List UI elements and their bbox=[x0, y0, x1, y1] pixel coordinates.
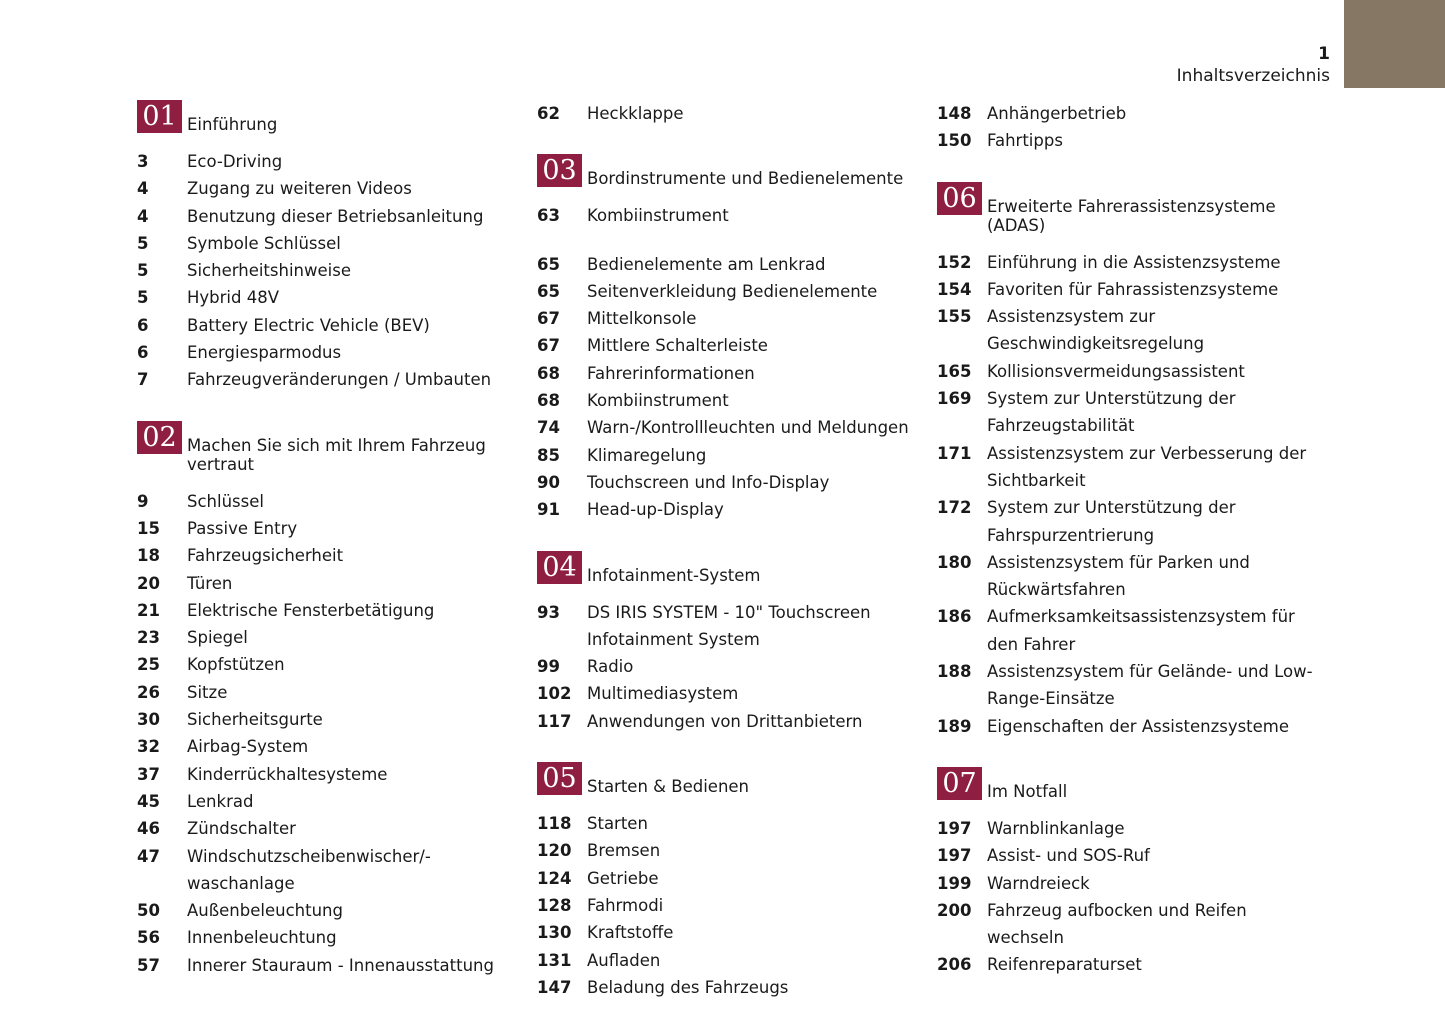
toc-text: Kombiinstrument bbox=[587, 391, 729, 411]
toc-entry[interactable] bbox=[537, 202, 917, 229]
toc-text: Favoriten für Fahrassistenzsysteme bbox=[987, 279, 1279, 299]
toc-column-3 bbox=[937, 100, 1317, 979]
toc-page: 189 bbox=[937, 716, 972, 736]
toc-text: Sicherheitshinweise bbox=[187, 261, 351, 281]
toc-entry[interactable] bbox=[137, 624, 517, 651]
toc-text: DS IRIS SYSTEM - 10" Touchscreen Infotainment System bbox=[587, 602, 871, 649]
toc-entry[interactable] bbox=[537, 305, 917, 332]
toc-text: Assist- und SOS-Ruf bbox=[987, 846, 1150, 866]
section-title[interactable]: Erweiterte Fahrerassistenzsysteme (ADAS) bbox=[987, 196, 1276, 235]
toc-entry[interactable] bbox=[537, 837, 917, 864]
toc-page: 25 bbox=[137, 655, 160, 675]
toc-entry[interactable] bbox=[137, 706, 517, 733]
toc-page: 206 bbox=[937, 955, 972, 975]
section-title[interactable]: Machen Sie sich mit Ihrem Fahrzeug vertraut bbox=[187, 435, 486, 474]
toc-text: Mittlere Schalterleiste bbox=[587, 336, 768, 356]
toc-entry[interactable] bbox=[137, 488, 517, 515]
toc-page: 21 bbox=[137, 600, 160, 620]
toc-entry[interactable] bbox=[137, 515, 517, 542]
section-header bbox=[537, 154, 917, 202]
section-header bbox=[937, 767, 1317, 815]
toc-page: 23 bbox=[137, 628, 160, 648]
toc-text: System zur Unterstützung der Fahrzeugstabilität bbox=[987, 389, 1236, 436]
toc-text: Sitze bbox=[187, 682, 228, 702]
toc-entry[interactable] bbox=[137, 679, 517, 706]
toc-text: Zündschalter bbox=[187, 819, 296, 839]
toc-page: 91 bbox=[537, 500, 560, 520]
toc-entry[interactable] bbox=[537, 947, 917, 974]
section-number-badge: 02 bbox=[137, 421, 182, 454]
toc-text: Anhängerbetrieb bbox=[987, 104, 1127, 123]
toc-text: Airbag-System bbox=[187, 737, 309, 757]
toc-page: 74 bbox=[537, 418, 560, 438]
toc-entry[interactable] bbox=[137, 761, 517, 788]
section-title[interactable]: Bordinstrumente und Bedienelemente bbox=[587, 169, 904, 189]
section-number-badge: 07 bbox=[937, 767, 982, 800]
toc-text: Fahrzeugveränderungen / Umbauten bbox=[187, 370, 492, 390]
toc-page: 150 bbox=[937, 131, 972, 151]
section-gap bbox=[537, 524, 917, 551]
toc-text: Reifenreparaturset bbox=[987, 955, 1142, 975]
toc-page: 85 bbox=[537, 445, 560, 465]
section-number-badge: 03 bbox=[537, 154, 582, 187]
toc-text: Hybrid 48V bbox=[187, 288, 280, 308]
toc-text: Aufmerksamkeitsassistenzsystem für den Fahrer bbox=[987, 607, 1295, 654]
toc-text: Head-up-Display bbox=[587, 500, 724, 520]
toc-text: Klimaregelung bbox=[587, 445, 707, 465]
toc-entry[interactable] bbox=[137, 542, 517, 569]
toc-text: Symbole Schlüssel bbox=[187, 233, 341, 253]
toc-text: Fahrerinformationen bbox=[587, 363, 755, 383]
toc-text: Windschutzscheibenwischer/-waschanlage bbox=[187, 846, 431, 893]
toc-page: 46 bbox=[137, 819, 160, 839]
toc-text: System zur Unterstützung der Fahrspurzentrierung bbox=[987, 498, 1236, 545]
toc-page: 20 bbox=[137, 573, 160, 593]
toc-entry[interactable] bbox=[137, 257, 517, 284]
toc-page: 5 bbox=[137, 233, 149, 253]
toc-entry[interactable] bbox=[137, 570, 517, 597]
toc-page: 188 bbox=[937, 662, 972, 682]
toc-entry[interactable] bbox=[537, 810, 917, 837]
section-number-badge: 01 bbox=[137, 100, 182, 133]
toc-section-01 bbox=[137, 100, 517, 394]
toc-entry[interactable] bbox=[537, 653, 917, 680]
toc-page: 180 bbox=[937, 552, 972, 572]
toc-text: Radio bbox=[587, 657, 634, 677]
toc-page: 120 bbox=[537, 841, 572, 861]
toc-text: Eigenschaften der Assistenzsysteme bbox=[987, 716, 1290, 736]
toc-entry[interactable] bbox=[937, 815, 1317, 842]
section-gap bbox=[937, 740, 1317, 767]
toc-entry[interactable] bbox=[937, 658, 1317, 713]
toc-entry[interactable] bbox=[537, 599, 917, 654]
toc-text: Fahrtipps bbox=[987, 131, 1063, 151]
toc-entry[interactable] bbox=[537, 496, 917, 523]
toc-page: 4 bbox=[137, 179, 149, 199]
toc-page: 63 bbox=[537, 206, 560, 226]
toc-page: 197 bbox=[937, 818, 972, 838]
toc-entry[interactable] bbox=[937, 303, 1317, 358]
toc-text: Außenbeleuchtung bbox=[187, 901, 343, 921]
toc-entry[interactable] bbox=[537, 251, 917, 278]
page-title: Inhaltsverzeichnis bbox=[1176, 66, 1330, 86]
toc-entry[interactable] bbox=[937, 549, 1317, 604]
toc-page: 5 bbox=[137, 261, 149, 281]
toc-section-02 bbox=[137, 421, 517, 979]
toc-text: Starten bbox=[587, 814, 648, 834]
toc-text: Spiegel bbox=[187, 628, 248, 648]
toc-section-03 bbox=[537, 154, 917, 523]
section-gap bbox=[937, 155, 1317, 182]
toc-entry[interactable] bbox=[537, 865, 917, 892]
toc-text: Türen bbox=[187, 573, 233, 593]
toc-text: Kopfstützen bbox=[187, 655, 285, 675]
toc-text: Aufladen bbox=[587, 950, 661, 970]
toc-entry[interactable] bbox=[137, 952, 517, 979]
toc-page: 26 bbox=[137, 682, 160, 702]
toc-page: 50 bbox=[137, 901, 160, 921]
toc-section-05-continued bbox=[937, 100, 1317, 155]
toc-page: 18 bbox=[137, 546, 160, 566]
toc-text: Benutzung dieser Betriebsanleitung bbox=[187, 206, 484, 226]
toc-page: 165 bbox=[937, 361, 972, 381]
toc-page: 197 bbox=[937, 846, 972, 866]
section-number-badge: 04 bbox=[537, 551, 582, 584]
toc-text: Eco-Driving bbox=[187, 152, 283, 171]
section-gap bbox=[537, 735, 917, 762]
toc-entry[interactable] bbox=[937, 358, 1317, 385]
toc-page: 5 bbox=[137, 288, 149, 308]
toc-text: Kraftstoffe bbox=[587, 923, 674, 943]
toc-text: Anwendungen von Drittanbietern bbox=[587, 711, 863, 731]
toc-page: 4 bbox=[137, 206, 149, 226]
section-title[interactable]: Starten & Bedienen bbox=[587, 777, 750, 797]
toc-entry[interactable] bbox=[937, 276, 1317, 303]
toc-entry[interactable] bbox=[137, 366, 517, 393]
toc-page: 6 bbox=[137, 315, 149, 335]
toc-entry[interactable] bbox=[537, 469, 917, 496]
toc-text: Fahrmodi bbox=[587, 895, 664, 915]
toc-text: Assistenzsystem zur Geschwindigkeitsregelung bbox=[987, 307, 1205, 354]
toc-entry[interactable] bbox=[537, 387, 917, 414]
section-header bbox=[537, 762, 917, 810]
toc-entry[interactable] bbox=[137, 651, 517, 678]
toc-page: 57 bbox=[137, 955, 160, 975]
toc-page: 9 bbox=[137, 491, 149, 511]
toc-page: 7 bbox=[137, 370, 149, 390]
toc-text: Lenkrad bbox=[187, 791, 254, 811]
toc-page: 199 bbox=[937, 873, 972, 893]
toc-text: Kombiinstrument bbox=[587, 206, 729, 226]
section-header bbox=[537, 551, 917, 599]
toc-text: Fahrzeug aufbocken und Reifen wechseln bbox=[987, 900, 1247, 948]
toc-entry[interactable] bbox=[937, 870, 1317, 897]
toc-page: 131 bbox=[537, 950, 572, 970]
toc-text: Assistenzsystem für Gelände- und Low-Range-Einsätze bbox=[987, 662, 1313, 709]
toc-page: 93 bbox=[537, 602, 560, 622]
toc-entry[interactable] bbox=[137, 733, 517, 760]
toc-page: 172 bbox=[937, 498, 972, 518]
toc-entry[interactable] bbox=[137, 815, 517, 842]
toc-page: 3 bbox=[137, 152, 149, 171]
toc-entry[interactable] bbox=[537, 442, 917, 469]
toc-page: 47 bbox=[137, 846, 160, 866]
toc-entry[interactable] bbox=[137, 230, 517, 257]
toc-text: Multimediasystem bbox=[587, 684, 739, 704]
section-gap bbox=[537, 127, 917, 154]
toc-page: 67 bbox=[537, 309, 560, 329]
toc-entry[interactable] bbox=[537, 708, 917, 735]
toc-section-05 bbox=[537, 762, 917, 1001]
toc-text: Innerer Stauraum - Innenausstattung bbox=[187, 955, 494, 975]
toc-column-2 bbox=[537, 100, 917, 1001]
toc-entry[interactable] bbox=[937, 713, 1317, 740]
toc-page: 124 bbox=[537, 868, 572, 888]
toc-text: Energiesparmodus bbox=[187, 343, 342, 363]
toc-entry[interactable] bbox=[537, 100, 917, 127]
section-number-badge: 05 bbox=[537, 762, 582, 795]
toc-page: 65 bbox=[537, 281, 560, 301]
toc-entry[interactable] bbox=[137, 312, 517, 339]
toc-entry[interactable] bbox=[537, 974, 917, 1001]
toc-page: 171 bbox=[937, 443, 972, 463]
toc-page: 68 bbox=[537, 391, 560, 411]
toc-page: 6 bbox=[137, 343, 149, 363]
section-header bbox=[137, 421, 517, 488]
toc-section-02-continued bbox=[537, 100, 917, 127]
toc-text: Seitenverkleidung Bedienelemente bbox=[587, 281, 878, 301]
toc-page: 200 bbox=[937, 900, 972, 920]
toc-text: Bremsen bbox=[587, 841, 661, 861]
toc-text: Zugang zu weiteren Videos bbox=[187, 179, 412, 199]
toc-entry[interactable] bbox=[137, 148, 517, 175]
toc-entry[interactable] bbox=[137, 597, 517, 624]
toc-entry[interactable] bbox=[937, 385, 1317, 440]
toc-text: Bedienelemente am Lenkrad bbox=[587, 254, 826, 274]
toc-text: Battery Electric Vehicle (BEV) bbox=[187, 315, 430, 335]
toc-entry[interactable] bbox=[937, 603, 1317, 658]
section-header bbox=[137, 100, 517, 148]
toc-text: Warndreieck bbox=[987, 873, 1090, 893]
toc-entry[interactable] bbox=[137, 339, 517, 366]
toc-text: Assistenzsystem für Parken und Rückwärtsfahren bbox=[987, 552, 1250, 600]
section-gap bbox=[137, 394, 517, 421]
toc-page: 155 bbox=[937, 307, 972, 327]
toc-text: Getriebe bbox=[587, 868, 659, 888]
toc-text: Passive Entry bbox=[187, 518, 298, 538]
toc-text: Sicherheitsgurte bbox=[187, 710, 323, 730]
section-title[interactable]: Infotainment-System bbox=[587, 565, 761, 585]
toc-page: 68 bbox=[537, 363, 560, 383]
toc-text: Elektrische Fensterbetätigung bbox=[187, 600, 435, 620]
toc-page: 56 bbox=[137, 928, 160, 948]
toc-page: 99 bbox=[537, 657, 560, 677]
toc-text: Innenbeleuchtung bbox=[187, 928, 337, 948]
toc-entry[interactable] bbox=[937, 897, 1317, 952]
toc-page: 148 bbox=[937, 104, 972, 123]
toc-entry[interactable] bbox=[137, 203, 517, 230]
toc-text: Einführung in die Assistenzsysteme bbox=[987, 252, 1281, 272]
entry-gap bbox=[537, 230, 917, 251]
toc-text: Touchscreen und Info-Display bbox=[587, 472, 830, 492]
toc-entry[interactable] bbox=[537, 278, 917, 305]
toc-entry[interactable] bbox=[137, 897, 517, 924]
toc-page: 65 bbox=[537, 254, 560, 274]
chapter-tab-block bbox=[1344, 0, 1445, 88]
toc-page: 102 bbox=[537, 684, 572, 704]
toc-entry[interactable] bbox=[937, 100, 1317, 127]
toc-section-06 bbox=[937, 182, 1317, 740]
toc-section-04 bbox=[537, 551, 917, 735]
toc-text: Schlüssel bbox=[187, 491, 264, 511]
toc-entry[interactable] bbox=[537, 332, 917, 359]
toc-text: Fahrzeugsicherheit bbox=[187, 546, 344, 566]
toc-page: 45 bbox=[137, 791, 160, 811]
toc-entry[interactable] bbox=[137, 843, 517, 898]
toc-section-07 bbox=[937, 767, 1317, 979]
toc-entry[interactable] bbox=[937, 842, 1317, 869]
toc-entry[interactable] bbox=[137, 175, 517, 202]
toc-text: Assistenzsystem zur Verbesserung der Sichtbarkeit bbox=[987, 443, 1307, 490]
toc-text: Kollisionsvermeidungsassistent bbox=[987, 361, 1245, 381]
toc-text: Warnblinkanlage bbox=[987, 818, 1125, 838]
toc-text: Heckklappe bbox=[587, 104, 684, 123]
toc-page: 186 bbox=[937, 607, 972, 627]
toc-entry[interactable] bbox=[537, 360, 917, 387]
section-title[interactable]: Im Notfall bbox=[987, 781, 1068, 801]
toc-entry[interactable] bbox=[937, 951, 1317, 978]
page-number: 1 bbox=[1318, 44, 1330, 64]
toc-text: Beladung des Fahrzeugs bbox=[587, 977, 789, 997]
toc-page: 130 bbox=[537, 923, 572, 943]
toc-text: Warn-/Kontrollleuchten und Meldungen bbox=[587, 418, 909, 438]
toc-page: 90 bbox=[537, 472, 560, 492]
toc-page: 169 bbox=[937, 389, 972, 409]
toc-page: 15 bbox=[137, 518, 160, 538]
toc-page: 128 bbox=[537, 895, 572, 915]
toc-entry[interactable] bbox=[937, 494, 1317, 549]
toc-entry[interactable] bbox=[937, 127, 1317, 154]
toc-page: 118 bbox=[537, 814, 572, 834]
section-header bbox=[937, 182, 1317, 249]
toc-entry[interactable] bbox=[537, 919, 917, 946]
toc-page: 67 bbox=[537, 336, 560, 356]
toc-page: 37 bbox=[137, 764, 160, 784]
toc-entry[interactable] bbox=[937, 249, 1317, 276]
toc-page: 152 bbox=[937, 252, 972, 272]
toc-entry[interactable] bbox=[537, 892, 917, 919]
toc-column-1 bbox=[137, 100, 517, 979]
toc-page: 30 bbox=[137, 710, 160, 730]
toc-entry[interactable] bbox=[937, 440, 1317, 495]
section-number-badge: 06 bbox=[937, 182, 982, 215]
toc-entry[interactable] bbox=[537, 680, 917, 707]
toc-page: 147 bbox=[537, 977, 572, 997]
toc-entry[interactable] bbox=[137, 924, 517, 951]
toc-entry[interactable] bbox=[537, 414, 917, 441]
toc-entry[interactable] bbox=[137, 284, 517, 311]
toc-page: 32 bbox=[137, 737, 160, 757]
toc-page: 62 bbox=[537, 104, 560, 123]
toc-page: 154 bbox=[937, 279, 972, 299]
toc-text: Kinderrückhaltesysteme bbox=[187, 764, 388, 784]
toc-page: 117 bbox=[537, 711, 572, 731]
section-title[interactable]: Einführung bbox=[187, 115, 278, 134]
toc-text: Mittelkonsole bbox=[587, 309, 697, 329]
toc-entry[interactable] bbox=[137, 788, 517, 815]
